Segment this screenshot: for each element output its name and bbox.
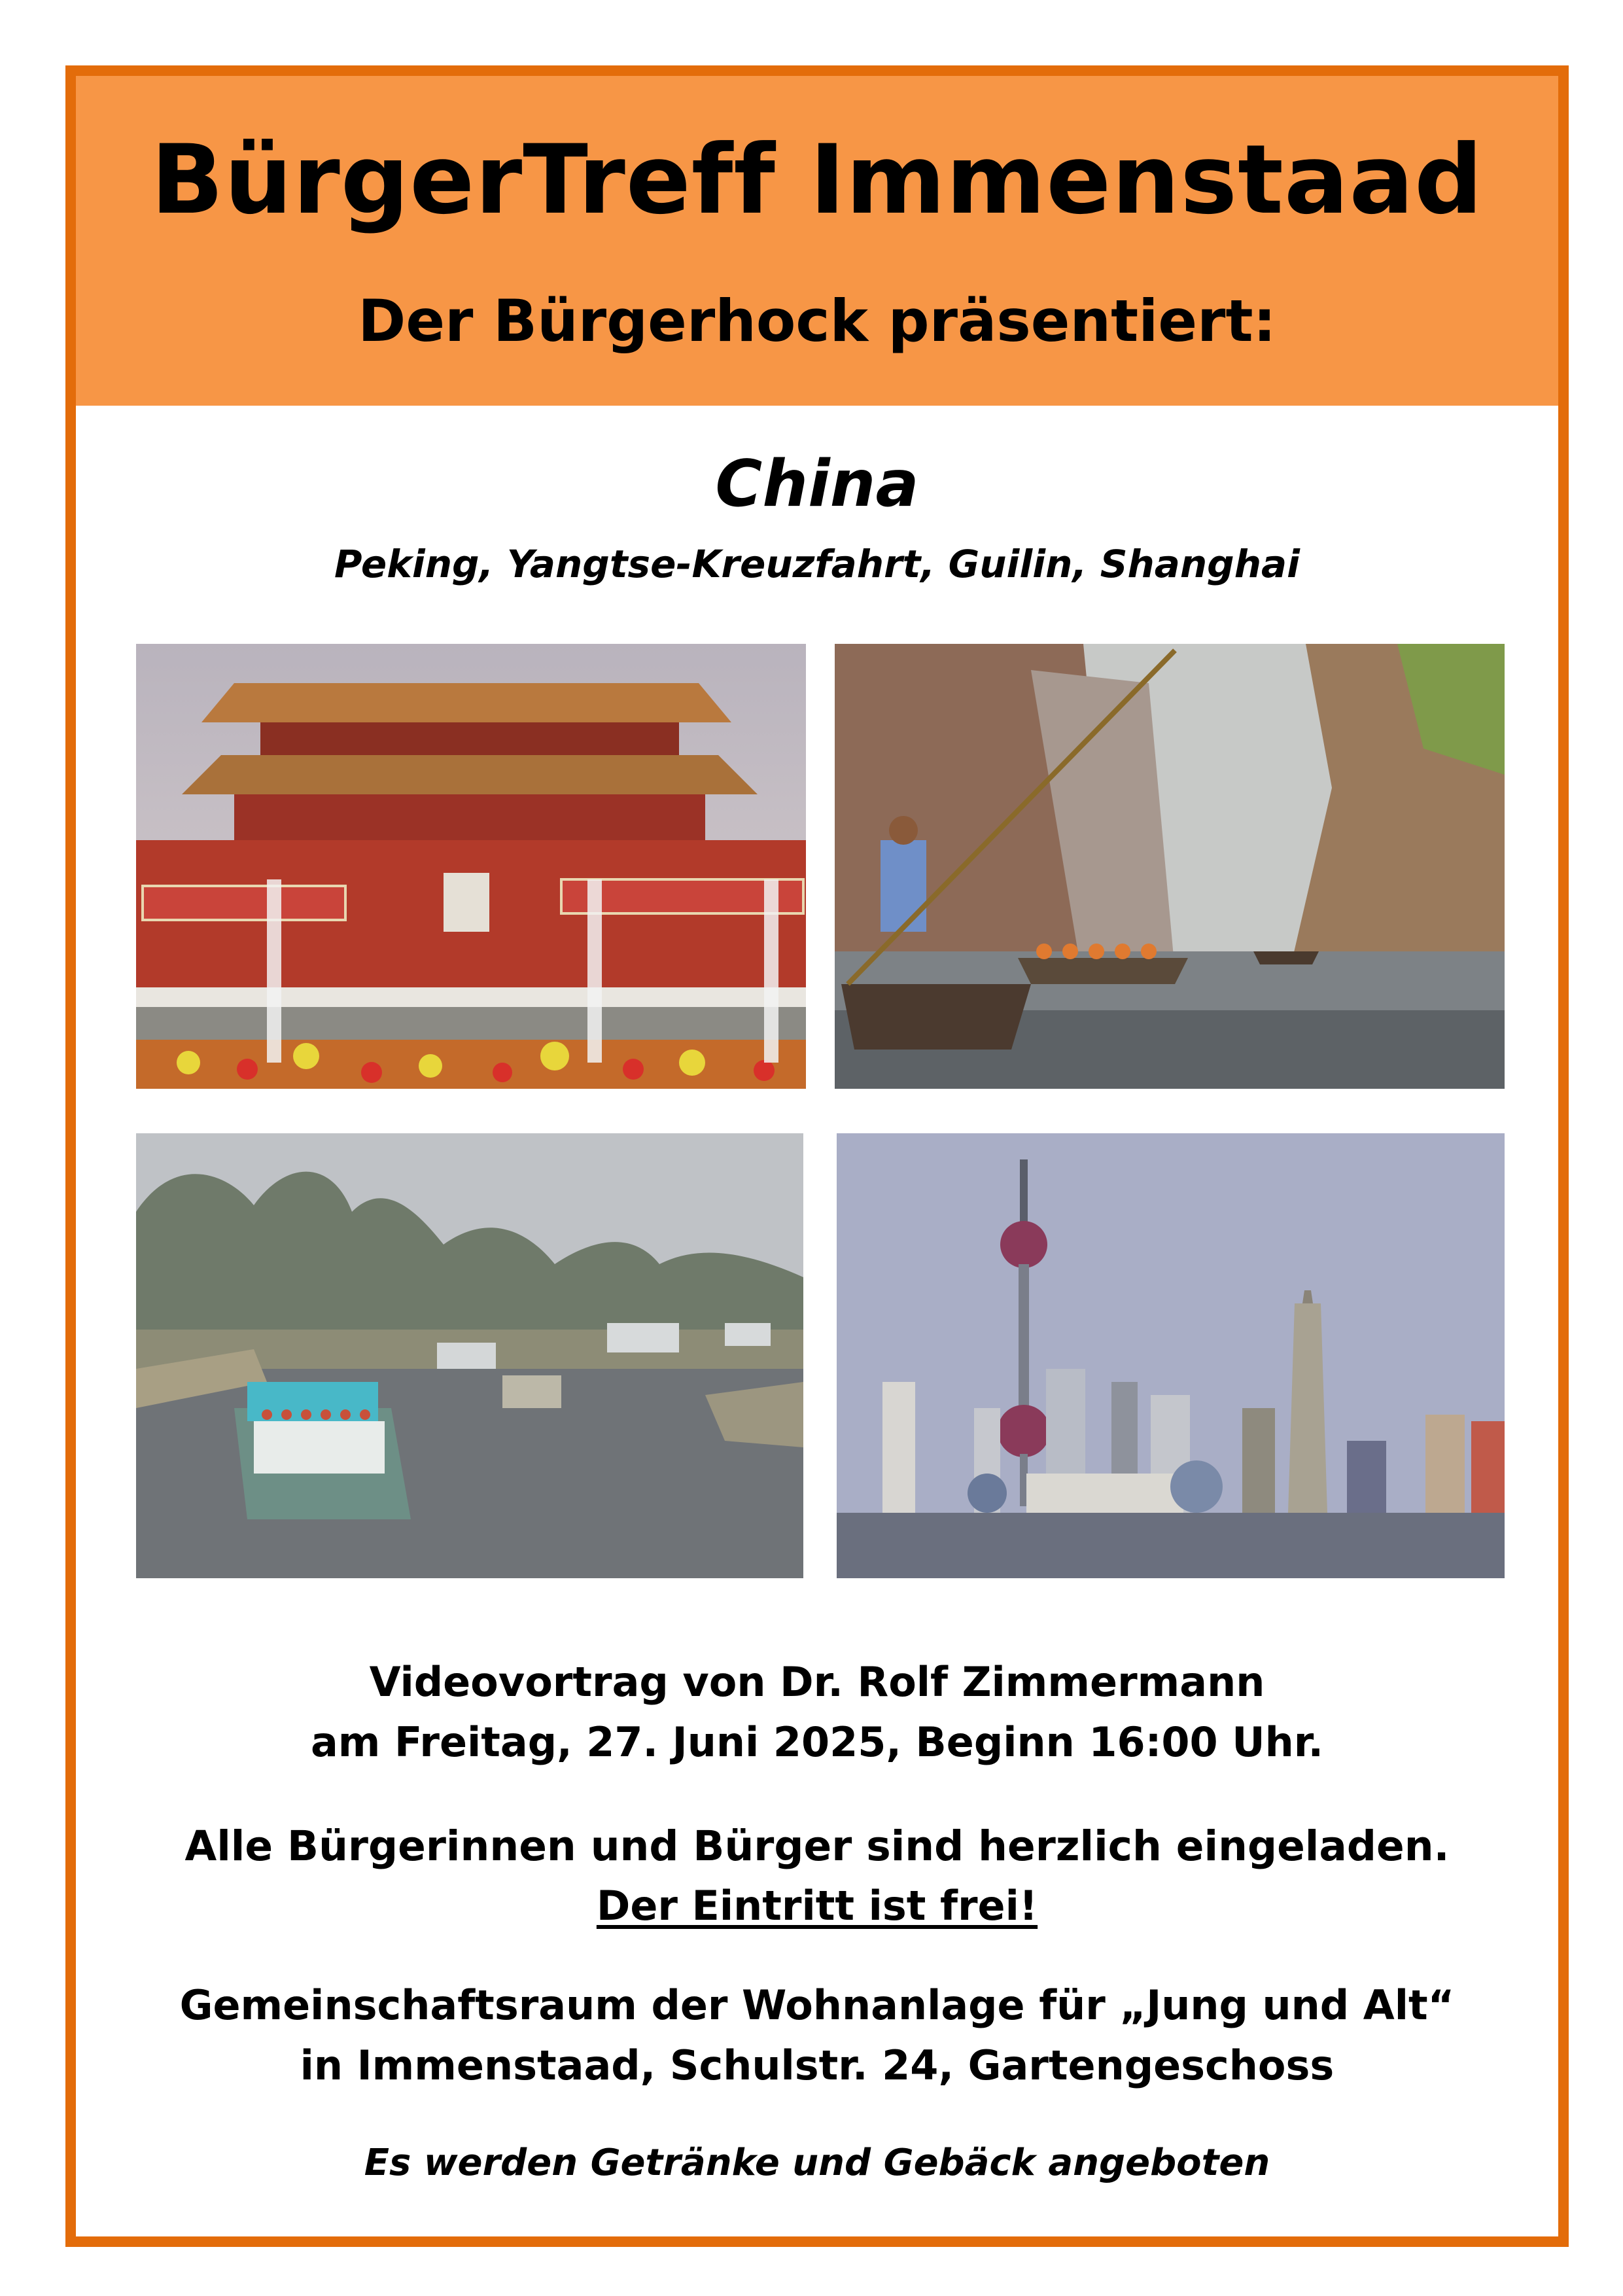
date-line: am Freitag, 27. Juni 2025, Beginn 16:00 Uhr. bbox=[310, 1718, 1324, 1766]
topic-heading: China bbox=[715, 447, 919, 521]
places-line: Peking, Yangtse-Kreuzfahrt, Guilin, Shanghai bbox=[334, 542, 1300, 586]
header-banner bbox=[76, 76, 1558, 406]
poster-title: BürgerTreff Immenstaad bbox=[150, 124, 1484, 236]
photo-tiananmen bbox=[136, 644, 806, 1089]
admission-line: Der Eintritt ist frei! bbox=[596, 1882, 1038, 1930]
photo-guilin-river bbox=[136, 1133, 803, 1578]
location-line-1: Gemeinschaftsraum der Wohnanlage für „Jung und Alt“ bbox=[179, 1981, 1455, 2029]
poster-subtitle: Der Bürgerhock präsentiert: bbox=[358, 287, 1276, 355]
poster-frame bbox=[65, 65, 1569, 2247]
invitation-line: Alle Bürgerinnen und Bürger sind herzlich eingeladen. bbox=[184, 1822, 1450, 1870]
refreshments-note: Es werden Getränke und Gebäck angeboten bbox=[364, 2142, 1270, 2184]
photo-yangtze-gorge bbox=[835, 644, 1505, 1089]
speaker-line: Videovortrag von Dr. Rolf Zimmermann bbox=[369, 1658, 1265, 1706]
photo-shanghai-skyline bbox=[837, 1133, 1505, 1578]
location-line-2: in Immenstaad, Schulstr. 24, Gartengeschoss bbox=[300, 2041, 1335, 2089]
